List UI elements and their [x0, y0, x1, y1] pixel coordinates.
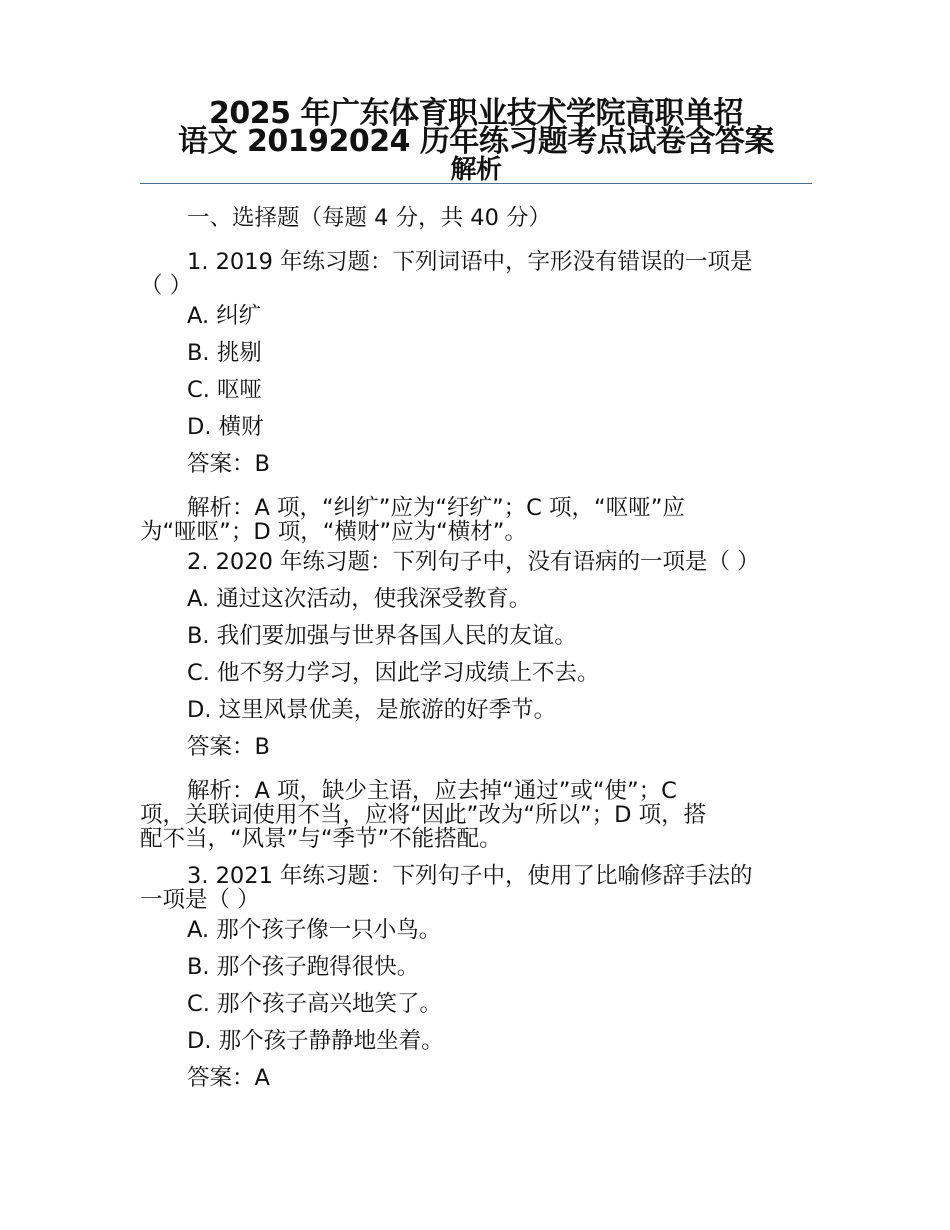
question-3-stem — [140, 851, 812, 912]
question-2-analysis-line-2: 项，关联词使用不当，应将“因此”改为“所以”；D 项，搭 — [140, 802, 707, 828]
question-3-stem-line-2: 一项是（ ） — [140, 887, 260, 913]
question-3-option-d: D. 那个孩子静静地坐着。 — [187, 1028, 444, 1054]
question-1-analysis-line-2: 为“哑呕”；D 项，“横财”应为“横材”。 — [140, 519, 527, 545]
question-1-analysis — [140, 483, 812, 544]
title-line-2: 语文 20192024 历年练习题考点试卷含答案 — [178, 124, 774, 159]
question-2-stem: 2. 2020 年练习题：下列句子中，没有语病的一项是（ ） — [187, 549, 760, 575]
question-2-analysis — [140, 766, 812, 851]
document-title — [140, 96, 812, 185]
question-2-option-d: D. 这里风景优美，是旅游的好季节。 — [187, 697, 557, 723]
question-3-answer: 答案：A — [187, 1065, 270, 1091]
question-3-option-b: B. 那个孩子跑得很快。 — [187, 954, 420, 980]
question-3-stem-line-1: 3. 2021 年练习题：下列句子中，使用了比喻修辞手法的 — [187, 863, 753, 889]
document-body — [140, 200, 812, 1097]
question-2-analysis-line-1: 解析：A 项，缺少主语，应去掉“通过”或“使”；C — [187, 778, 677, 804]
question-2-analysis-line-3: 配不当，“风景”与“季节”不能搭配。 — [140, 826, 502, 852]
question-1-stem-line-1: 1. 2019 年练习题：下列词语中，字形没有错误的一项是 — [187, 249, 753, 275]
question-1-option-d: D. 横财 — [187, 414, 264, 440]
question-3-option-a: A. 那个孩子像一只小鸟。 — [187, 917, 442, 943]
question-2-option-a: A. 通过这次活动，使我深受教育。 — [187, 586, 532, 612]
question-2-answer: 答案：B — [187, 734, 270, 760]
question-1-option-c: C. 呕哑 — [187, 377, 263, 403]
question-1-analysis-line-1: 解析：A 项，“纠纩”应为“纡纩”；C 项，“呕哑”应 — [187, 495, 685, 521]
question-1-stem — [140, 237, 812, 298]
question-3-option-c: C. 那个孩子高兴地笑了。 — [187, 991, 443, 1017]
title-line-1: 2025 年广东体育职业技术学院高职单招 — [209, 96, 743, 131]
question-1-answer: 答案：B — [187, 451, 270, 477]
question-1-stem-line-2: （ ） — [140, 273, 193, 299]
question-2-option-c: C. 他不努力学习，因此学习成绩上不去。 — [187, 660, 600, 686]
question-2-option-b: B. 我们要加强与世界各国人民的友谊。 — [187, 623, 577, 649]
title-line-3: 解析 — [450, 155, 502, 185]
question-1-option-b: B. 挑剔 — [187, 340, 262, 366]
question-1-option-a: A. 纠纩 — [187, 303, 262, 329]
title-divider — [140, 183, 812, 184]
section-heading: 一、选择题（每题 4 分，共 40 分） — [187, 205, 552, 231]
